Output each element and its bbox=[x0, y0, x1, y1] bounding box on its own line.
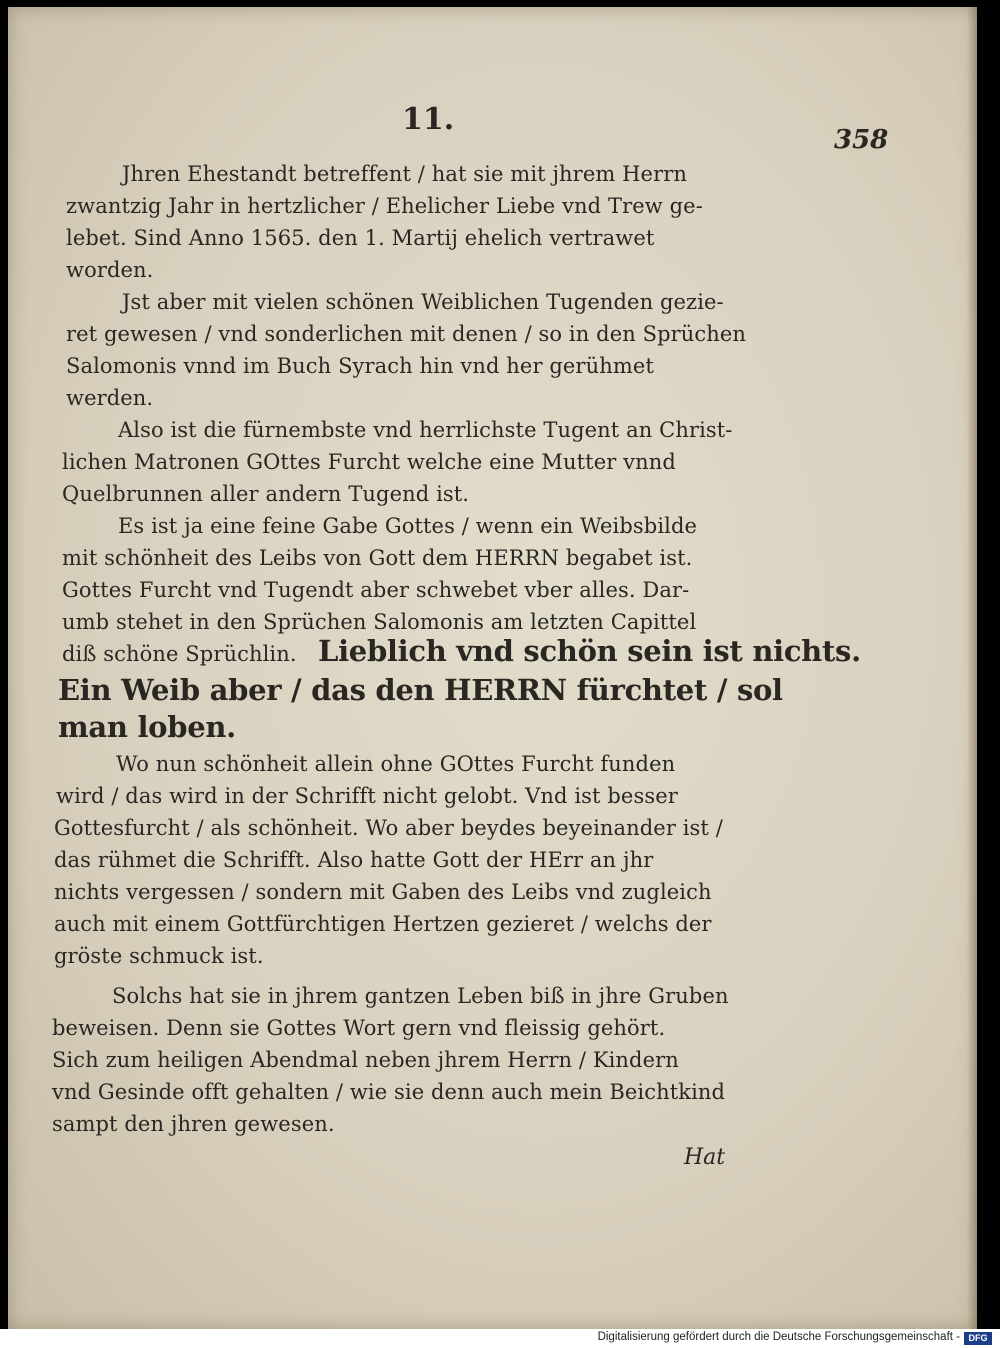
text-line: vnd Gesinde offt gehalten / wie sie denn auch mein Beichtkind bbox=[52, 1080, 726, 1104]
text-line: nichts vergessen / sondern mit Gaben des Leibs vnd zugleich bbox=[54, 880, 712, 904]
catchword: Hat bbox=[684, 1145, 726, 1170]
text-line: wird / das wird in der Schrifft nicht gelobt. Vnd ist besser bbox=[56, 784, 678, 808]
text-line: das rühmet die Schrifft. Also hatte Gott der HErr an jhr bbox=[54, 848, 654, 872]
quotation-line: Ein Weib aber / das den HERRN fürchtet / sol bbox=[58, 673, 783, 707]
footer-bar bbox=[0, 1329, 1000, 1348]
quotation-line: Lieblich vnd schön sein ist nichts. bbox=[318, 634, 861, 668]
text-line: Quelbrunnen aller andern Tugend ist. bbox=[62, 482, 470, 506]
text-line: diß schöne Sprüchlin. bbox=[62, 642, 297, 666]
funding-credit: Digitalisierung gefördert durch die Deutsche Forschungsgemeinschaft - bbox=[597, 1331, 960, 1343]
text-line: Es ist ja eine feine Gabe Gottes / wenn ein Weibsbilde bbox=[118, 514, 698, 538]
quotation-line: man loben. bbox=[58, 710, 236, 744]
text-line: Jst aber mit vielen schönen Weiblichen Tugenden gezie- bbox=[122, 290, 724, 314]
page-edge-shadow bbox=[967, 7, 977, 1329]
text-line: Wo nun schönheit allein ohne GOttes Furcht funden bbox=[116, 752, 676, 776]
folio-number: 358 bbox=[834, 125, 889, 155]
text-line: lebet. Sind Anno 1565. den 1. Martij ehelich vertrawet bbox=[66, 226, 655, 250]
text-line: auch mit einem Gottfürchtigen Hertzen gezieret / welchs der bbox=[54, 912, 712, 936]
text-line: Salomonis vnnd im Buch Syrach hin vnd her gerühmet bbox=[66, 354, 654, 378]
text-line: Also ist die fürnembste vnd herrlichste Tugent an Christ- bbox=[118, 418, 733, 442]
text-line: gröste schmuck ist. bbox=[54, 944, 264, 968]
text-line: Gottesfurcht / als schönheit. Wo aber beydes beyeinander ist / bbox=[54, 816, 723, 840]
text-line: worden. bbox=[66, 258, 154, 282]
text-line: sampt den jhren gewesen. bbox=[52, 1112, 335, 1136]
text-line: zwantzig Jahr in hertzlicher / Ehelicher Liebe vnd Trew ge- bbox=[66, 194, 703, 218]
text-line: mit schönheit des Leibs von Gott dem HERRN begabet ist. bbox=[62, 546, 693, 570]
dfg-logo-icon: DFG bbox=[964, 1332, 992, 1345]
text-line: Jhren Ehestandt betreffent / hat sie mit jhrem Herrn bbox=[122, 162, 687, 186]
page-number: 11. bbox=[402, 102, 455, 137]
text-line: werden. bbox=[66, 386, 154, 410]
book-page bbox=[8, 7, 977, 1329]
text-line: lichen Matronen GOttes Furcht welche eine Mutter vnnd bbox=[62, 450, 676, 474]
text-line: Solchs hat sie in jhrem gantzen Leben biß in jhre Gruben bbox=[112, 984, 729, 1008]
text-line: beweisen. Denn sie Gottes Wort gern vnd fleissig gehört. bbox=[52, 1016, 666, 1040]
text-line: umb stehet in den Sprüchen Salomonis am letzten Capittel bbox=[62, 610, 697, 634]
text-line: ret gewesen / vnd sonderlichen mit denen / so in den Sprüchen bbox=[66, 322, 747, 346]
text-line: Gottes Furcht vnd Tugendt aber schwebet vber alles. Dar- bbox=[62, 578, 690, 602]
text-line: Sich zum heiligen Abendmal neben jhrem Herrn / Kindern bbox=[52, 1048, 679, 1072]
